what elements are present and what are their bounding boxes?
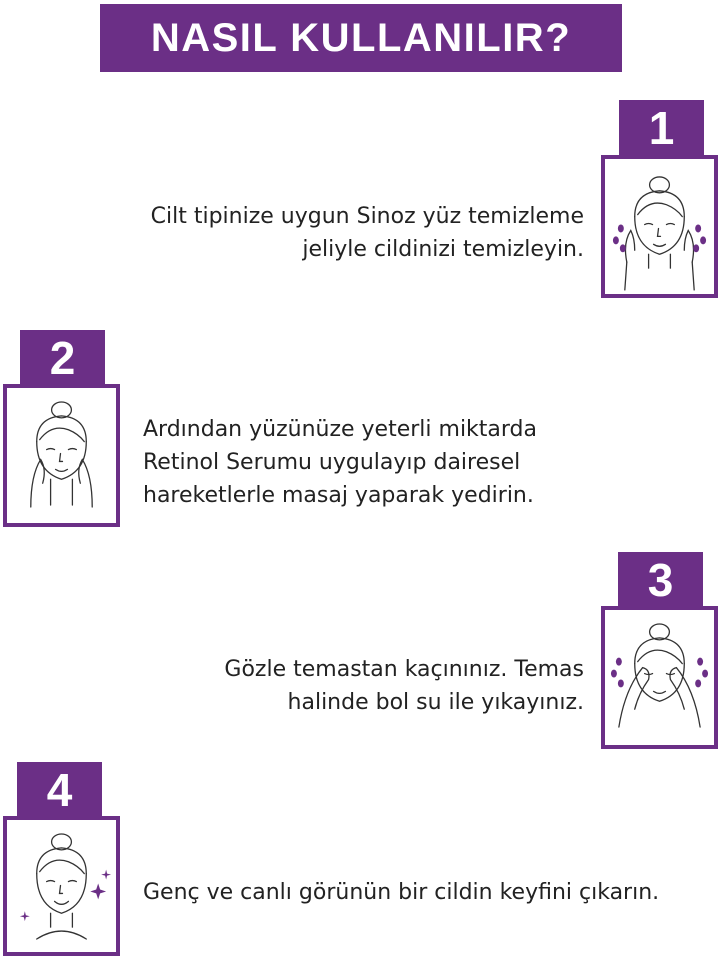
- step-1-number-badge: [619, 100, 704, 156]
- step-2-number-badge: [20, 330, 105, 386]
- step-2-text: [143, 413, 537, 512]
- step-1-illustration: [601, 155, 718, 298]
- step-3-text: [224, 653, 584, 719]
- face-cleansing-icon: [605, 159, 714, 294]
- step-3-number: 3: [647, 554, 674, 606]
- step-1-line-2: jeliyle cildinizi temizleyin.: [302, 237, 584, 262]
- step-3-line-2: halinde bol su ile yıkayınız.: [287, 690, 584, 715]
- step-4-number: 4: [46, 764, 73, 816]
- step-2-number: 2: [49, 332, 76, 384]
- step-1-line-1: Cilt tipinize uygun Sinoz yüz temizleme: [150, 204, 584, 229]
- step-4-illustration: [3, 816, 120, 956]
- title-banner: [100, 4, 622, 72]
- step-1-text: [151, 200, 584, 266]
- step-3-number-badge: [618, 552, 703, 608]
- page-title: NASIL KULLANILIR?: [150, 15, 572, 60]
- step-2-line-1: Ardından yüzünüze yeterli miktarda: [143, 417, 538, 442]
- face-rinse-icon: [605, 610, 714, 745]
- step-3-line-1: Gözle temastan kaçınınız. Temas: [224, 657, 584, 682]
- step-4-number-badge: [17, 762, 102, 818]
- step-2-line-2: Retinol Serumu uygulayıp dairesel: [143, 450, 521, 475]
- step-3-illustration: [601, 606, 718, 749]
- step-2-line-3: hareketlerle masaj yaparak yedirin.: [143, 483, 534, 508]
- step-1-number: 1: [648, 102, 675, 154]
- step-4-line-1: Genç ve canlı görünün bir cildin keyfini çıkarın.: [143, 880, 660, 905]
- step-4-text: [143, 876, 659, 909]
- face-glow-icon: [7, 820, 116, 952]
- face-massage-icon: [7, 388, 116, 523]
- step-2-illustration: [3, 384, 120, 527]
